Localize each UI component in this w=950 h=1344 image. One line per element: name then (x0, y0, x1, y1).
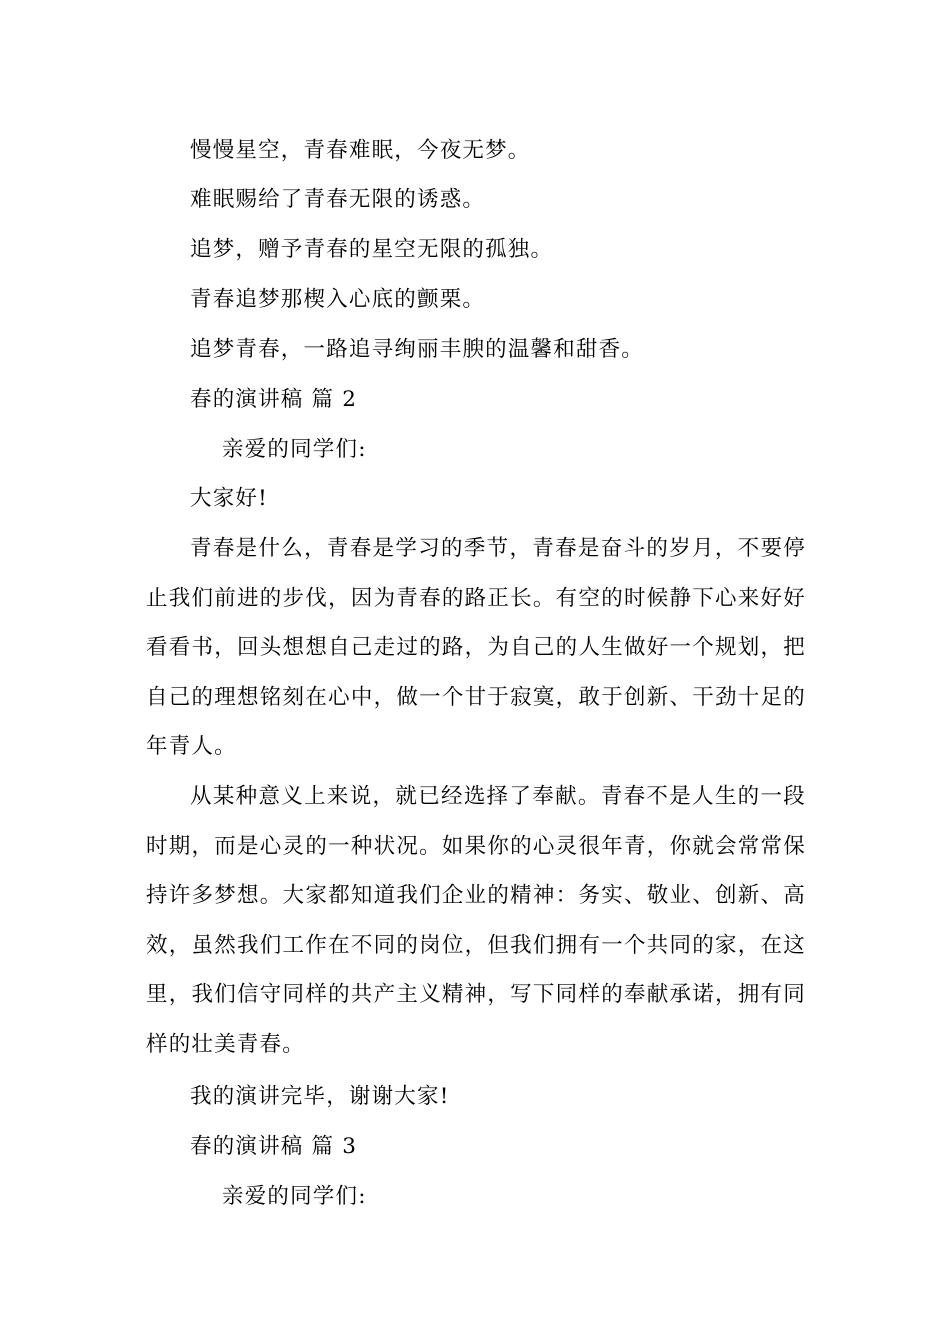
text-line: 慢慢星空，青春难眠，今夜无梦。 (190, 138, 531, 163)
text-line: 难眠赐给了青春无限的诱惑。 (190, 187, 486, 212)
body-paragraph: 从某种意义上来说，就已经选择了奉献。青春不是人生的一段时期，而是心灵的一种状况。如果你的心灵很年青，你就会常常保持许多梦想。大家都知道我们企业的精神：务实、敬业、创新、高效，虽然我们工作在不同的岗位，但我们拥有一个共同的家，在这里，我们信守同样的共产主义精神，写下同样的奉献承诺，拥有同样的壮美青春。 (146, 784, 806, 1057)
text-line: 追梦，赠予青春的星空无限的孤独。 (190, 237, 554, 262)
text-line: 青春追梦那楔入心底的颤栗。 (190, 287, 486, 312)
salutation: 亲爱的同学们: (222, 1184, 367, 1209)
greeting: 大家好! (190, 486, 268, 511)
salutation: 亲爱的同学们: (222, 437, 367, 462)
text-line: 追梦青春，一路追寻绚丽丰腴的温馨和甜香。 (190, 337, 645, 362)
section-heading: 春的演讲稿 篇 3 (190, 1134, 358, 1159)
section-heading: 春的演讲稿 篇 2 (190, 387, 358, 412)
closing-line: 我的演讲完毕，谢谢大家! (190, 1084, 450, 1109)
body-paragraph: 青春是什么，青春是学习的季节，青春是奋斗的岁月，不要停止我们前进的步伐，因为青春的路正长。有空的时候静下心来好好看看书，回头想想自己走过的路，为自己的人生做好一个规划，把自己的理想铭刻在心中，做一个甘于寂寞，敢于创新、干劲十足的年青人。 (146, 536, 806, 760)
